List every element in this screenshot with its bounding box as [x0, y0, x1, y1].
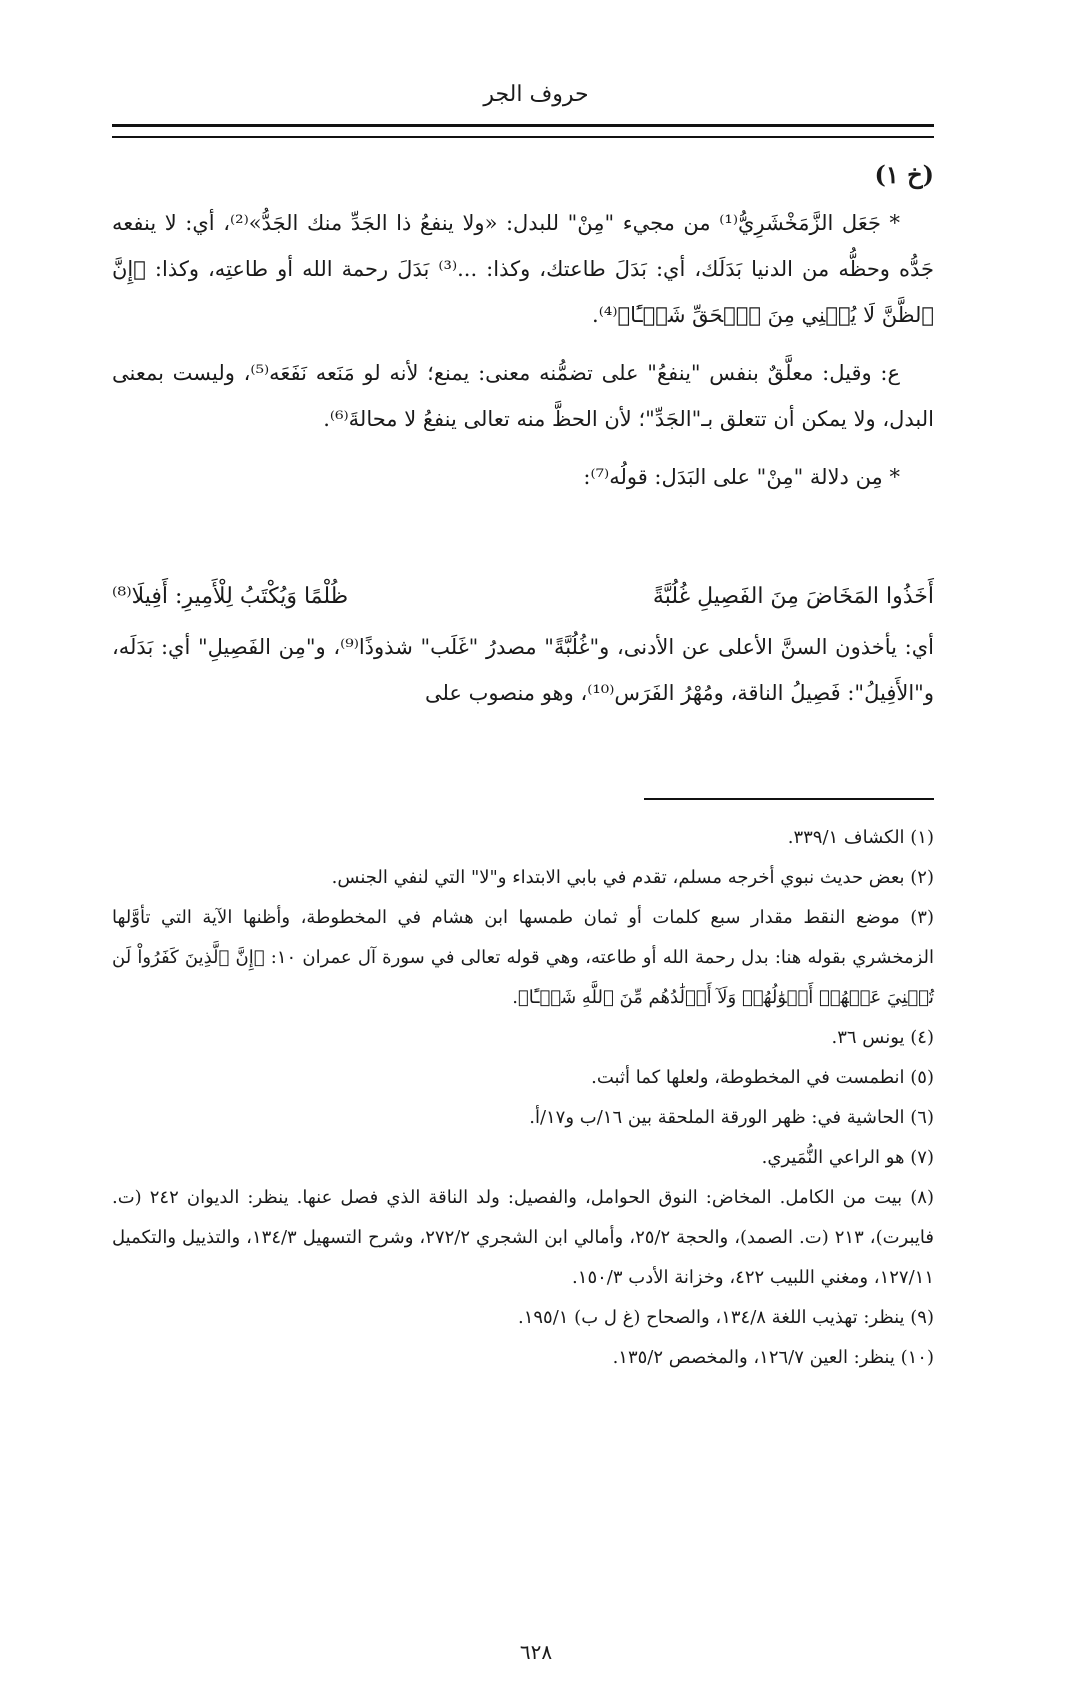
footnote-9: (٩) ينظر: تهذيب اللغة ١٣٤/٨، والصحاح (غ ل ب) ١٩٥/١. — [517, 1307, 934, 1328]
paragraph-verse-intro: * مِن دلالة "مِنْ" على البَدَل: قولُه⁽⁷⁾: — [583, 465, 900, 489]
page-number: ٦٢٨ — [519, 1640, 553, 1664]
footnote-8: (٨) بيت من الكامل. المخاض: النوق الحوامل، والفصيل: ولد الناقة الذي فصل عنها. ينظر: الديوان ٢٤٢ (ت. فايبرت)، ٢١٣ (ت. الصمد)، والحجة ٢٥/٢، وأمالي ابن الشجري ٢٧٢/٢، وشرح التسهيل ١٣٤/٣، والتذييل والتكميل ١٢٧/١١، ومغني اللبيب ٤٢٢، وخزانة الأدب ١٥٠/٣. — [112, 1187, 934, 1288]
header-rule-thick — [112, 124, 934, 127]
footnote-separator — [644, 798, 934, 800]
footnote-10: (١٠) ينظر: العين ١٢٦/٧، والمخصص ١٣٥/٢. — [612, 1347, 934, 1368]
footnote-1: (١) الكشاف ٣٣٩/١. — [787, 827, 934, 848]
paragraph-zamakhshari: * جَعَل الزَّمَخْشَرِيُّ⁽¹⁾ من مجيء "مِنْ" للبدل: «ولا ينفعُ ذا الجَدِّ منك الجَدُّ»⁽²⁾، أي: لا ينفعه جَدُّه وحظُّه من الدنيا بَدَلَك، أي: بَدَلَ طاعتك، وكذا: ...⁽³⁾ بَدَلَ رحمة الله أو طاعتِه، وكذا: ﴿إِنَّ ٱلظَّنَّ لَا يُغۡنِي مِنَ ٱلۡحَقِّ شَيۡـًٔا﴾⁽⁴⁾. — [112, 211, 934, 327]
footnote-3: (٣) موضع النقط مقدار سبع كلمات أو ثمان طمسها ابن هشام في المخطوطة، وأظنها الآية التي تأوَّلها الزمخشري بقوله هنا: بدل رحمة الله أو طاعته، وهي قوله تعالى في سورة آل عمران ١٠: ﴿إِنَّ ٱلَّذِينَ كَفَرُواْ لَن تُغۡنِيَ عَنۡهُمۡ أَمۡوَٰلُهُمۡ وَلَآ أَوۡلَٰدُهُم مِّنَ ٱللَّهِ شَيۡـًٔا﴾. — [112, 907, 934, 1008]
header-rule-thin — [112, 136, 934, 138]
footnote-5: (٥) انطمست في المخطوطة، ولعلها كما أثبت. — [591, 1067, 934, 1088]
footnote-2: (٢) بعض حديث نبوي أخرجه مسلم، تقدم في بابي الابتداء و"لا" التي لنفي الجنس. — [331, 867, 934, 888]
paragraph-ain: ع: وقيل: معلَّقٌ بنفس "ينفعُ" على تضمُّنه معنى: يمنع؛ لأنه لو مَنَعه نَفَعَه⁽⁵⁾، وليست بمعنى البدل، ولا يمكن أن تتعلق بـ"الجَدِّ"؛ لأن الحظَّ منه تعالى ينفعُ لا محالةَ⁽⁶⁾. — [112, 361, 934, 431]
footnote-7: (٧) هو الراعي النُّمَيري. — [761, 1147, 934, 1168]
running-head: حروف الجر — [483, 82, 589, 107]
footnote-6: (٦) الحاشية في: ظهر الورقة الملحقة بين ١٦/ب و١٧/أ. — [529, 1107, 934, 1128]
verse-second-hemistich: ظُلْمًا وَيُكْتَبُ لِلْأَمِيرِ: أَفِيلَا⁽⁸⁾ — [112, 584, 349, 609]
verse-first-hemistich: أَخَذُوا المَخَاضَ مِنَ الفَصِيلِ غُلُبَّةً — [652, 584, 934, 609]
after-verse-text — [112, 624, 934, 716]
main-text — [112, 200, 934, 500]
footnotes — [112, 818, 934, 1378]
paragraph-explanation: أي: يأخذون السنَّ الأعلى عن الأدنى، و"غُلُبَّةً" مصدرُ "غَلَب" شذوذًا⁽⁹⁾، و"مِن الفَصِيلِ" أي: بَدَلَه، و"الأَفِيلُ": فَصِيلُ الناقة، ومُهْرُ الفَرَس⁽¹⁰⁾، وهو منصوب على — [112, 635, 934, 705]
footnote-4: (٤) يونس ٣٦. — [831, 1027, 934, 1048]
poetry-verse — [112, 584, 934, 609]
section-marker: (خ ١) — [874, 160, 934, 189]
